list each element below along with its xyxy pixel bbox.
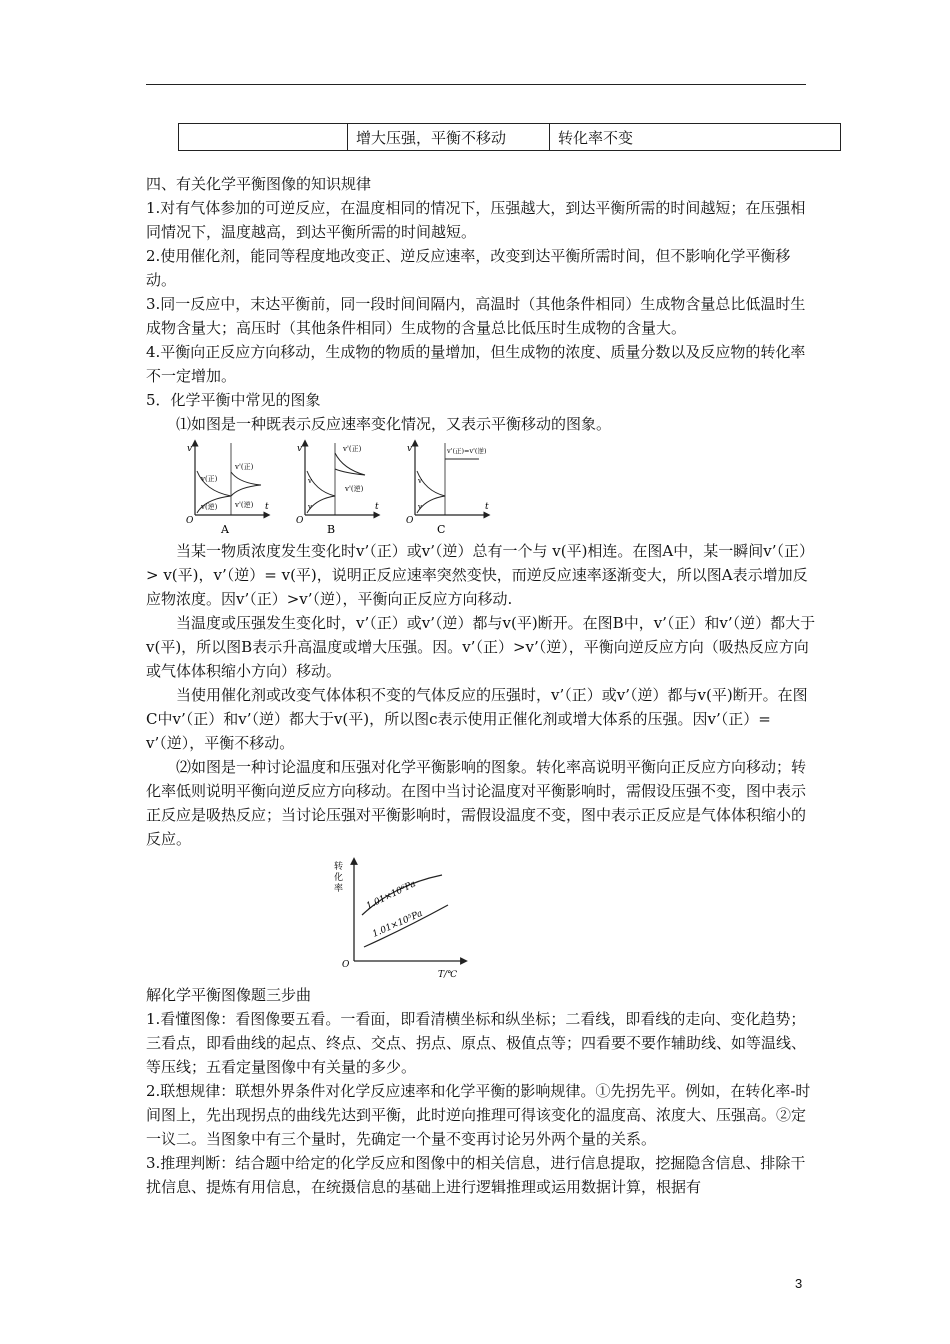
rule-5: 5．化学平衡中常见的图象 xyxy=(146,391,321,409)
conversion-figure-svg xyxy=(324,855,484,981)
origin-label: O xyxy=(186,516,194,526)
label-v-plus-new: v'(正) xyxy=(235,463,254,471)
item1-intro: ⑴如图是一种既表示反应速率变化情况，又表示平衡移动的图象。 xyxy=(176,415,612,433)
label-v: v xyxy=(308,477,312,485)
rule-2: 2.使用催化剂，能同等程度地改变正、逆反应速率，改变到达平衡所需时间，但不影响化学平衡移动。 xyxy=(146,247,791,289)
steps-title: 解化学平衡图像题三步曲 xyxy=(146,986,312,1004)
step-3: 3.推理判断：结合题中给定的化学反应和图像中的相关信息，进行信息提取，挖掘隐含信息、排除干扰信息、提炼有用信息，在统摄信息的基础上进行逻辑推理或运用数据计算，根据有 xyxy=(146,1154,806,1196)
table-cell: 增大压强，平衡不移动 xyxy=(348,124,550,151)
ylabel-char: 率 xyxy=(334,884,344,894)
table-row xyxy=(179,124,841,151)
label-v-minus-new: v'(逆) xyxy=(345,485,364,493)
paragraph-b: 当温度或压强发生变化时，v’（正）或v’（逆）都与v(平)断开。在图B中，v’（正）和v’（逆）都大于v(平)，所以图B表示升高温度或增大压强。因。v’（正）>v’（逆），平衡向逆反应方向（吸热反应方向或气体体积缩小方向）移动。 xyxy=(146,614,816,680)
step-1: 1.看懂图像：看图像要五看。一看面，即看清横坐标和纵坐标；二看线，即看线的走向、变化趋势；三看点，即看曲线的起点、终点、交点、拐点、原点、极值点等；四看要不要作辅助线、如等温线、等压线；五看定量图像中有关量的多少。 xyxy=(146,1010,807,1076)
origin-label: O xyxy=(342,960,350,970)
rule-1: 1.对有气体参加的可逆反应，在温度相同的情况下，压强越大，到达平衡所需的时间越短；在压强相同情况下，温度越高，到达平衡所需的时间越短。 xyxy=(146,199,806,241)
panel-label-c: C xyxy=(437,523,446,535)
label-v-minus-new: v'(逆) xyxy=(235,501,254,509)
document-body xyxy=(146,172,816,1199)
table-cell-empty xyxy=(179,124,348,151)
curve-label-low: 1.01×10⁵Pa xyxy=(371,908,425,940)
label-v-equal: v'(正)=v'(逆) xyxy=(447,447,487,455)
xlabel: T/℃ xyxy=(438,970,458,980)
axis-t-label: t xyxy=(485,502,489,512)
step-2: 2.联想规律：联想外界条件对化学反应速率和化学平衡的影响规律。①先拐先平。例如，在转化率-时间图上，先出现拐点的曲线先达到平衡，此时逆向推理可得该变化的温度高、浓度大、压强高。②定一议二。当图象中有三个量时，先确定一个量不变再讨论另外两个量的关系。 xyxy=(146,1082,811,1148)
paragraph-c: 当使用催化剂或改变气体体积不变的气体反应的压强时，v’（正）或v’（逆）都与v(平)断开。在图C中v’（正）和v’（逆）都大于v(平)，所以图c表示使用正催化剂或增大体系的压强。因v’（正）= v’（逆），平衡不移动。 xyxy=(146,686,808,752)
rate-figures-svg xyxy=(181,439,521,535)
paragraph-a: 当某一物质浓度发生变化时v’（正）或v’（逆）总有一个与 v(平)相连。在图A中，某一瞬间v’（正）> v(平)，v’（逆）= v(平)，说明正反应速率突然变快，而逆反应速率逐渐变大，所以图A表示增加反应物浓度。因v’（正）>v’（逆），平衡向正反应方向移动. xyxy=(146,542,815,608)
rule-3: 3.同一反应中，末达平衡前，同一段时间间隔内，高温时（其他条件相同）生成物含量总比低温时生成物含量大；高压时（其他条件相同）生成物的含量总比低压时生成物的含量大。 xyxy=(146,295,806,337)
label-v: v xyxy=(308,503,312,511)
figure-panel-b xyxy=(296,443,379,535)
axis-t-label: t xyxy=(375,502,379,512)
label-v: v xyxy=(418,503,422,511)
axis-t-label: t xyxy=(265,502,269,512)
ylabel-char: 转 xyxy=(334,862,344,872)
header-rule xyxy=(146,84,806,85)
panel-label-b: B xyxy=(327,523,336,535)
origin-label: O xyxy=(296,516,304,526)
curve-label-high: 1.01×10⁶Pa xyxy=(364,879,418,912)
origin-label: O xyxy=(406,516,414,526)
rule-4: 4.平衡向正反应方向移动，生成物的物质的量增加，但生成物的浓度、质量分数以及反应物的转化率不一定增加。 xyxy=(146,343,806,385)
section-title: 四、有关化学平衡图像的知识规律 xyxy=(146,175,372,193)
table-fragment xyxy=(178,123,841,151)
label-v-minus: v(逆) xyxy=(201,503,218,511)
label-v-plus: v(正) xyxy=(201,475,218,483)
axis-v-label: v xyxy=(187,444,193,454)
axis-v-label: v xyxy=(407,444,413,454)
axis-v-label: v xyxy=(297,444,303,454)
item2-paragraph: ⑵如图是一种讨论温度和压强对化学平衡影响的图象。转化率高说明平衡向正反应方向移动；转化率低则说明平衡向逆反应方向移动。在图中当讨论温度对平衡影响时，需假设压强不变，图中表示正反应是吸热反应；当讨论压强对平衡影响时，需假设温度不变，图中表示正反应是气体体积缩小的反应。 xyxy=(146,758,807,848)
page-number: 3 xyxy=(795,1276,803,1291)
table-cell: 转化率不变 xyxy=(550,124,841,151)
rate-figures xyxy=(146,439,816,535)
figure-panel-a xyxy=(186,443,269,535)
conversion-figure xyxy=(146,855,816,981)
ylabel-char: 化 xyxy=(334,873,344,883)
label-v-plus-new: v'(正) xyxy=(343,445,362,453)
figure-panel-c xyxy=(406,443,489,535)
label-v: v xyxy=(418,477,422,485)
panel-label-a: A xyxy=(221,523,229,535)
